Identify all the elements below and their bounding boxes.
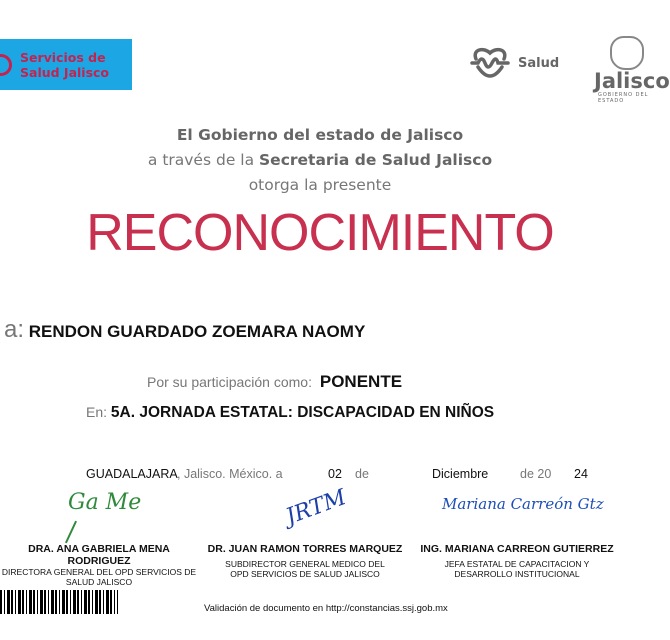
header-line-1: El Gobierno del estado de Jalisco	[176, 126, 464, 144]
signer-1: DRA. ANA GABRIELA MENA RODRIGUEZ DIRECTORA GENERAL DEL OPD SERVICIOS DE SALUD JALISCO	[1, 543, 197, 587]
header-line-3: otorga la presente	[248, 176, 392, 194]
event-value: 5A. JORNADA ESTATAL: DISCAPACIDAD EN NIÑOS	[110, 404, 495, 421]
participation: Por su participación como: PONENTE	[147, 372, 403, 391]
signature-3: Mariana Carreón Gtz	[442, 495, 604, 513]
signature-2: JRTM	[282, 485, 350, 530]
barcode	[0, 590, 118, 614]
header-line-2: a través de la Secretaria de Salud Jalisco	[147, 151, 493, 169]
signature-1: Ga Me	[68, 490, 142, 515]
jalisco-logo-text: Jalisco	[594, 69, 670, 93]
jalisco-seal-icon	[610, 36, 644, 70]
heart-wave-icon	[470, 45, 510, 81]
signer-3: ING. MARIANA CARREON GUTIERREZ JEFA ESTATAL DE CAPACITACION Y DESARROLLO INSTITUCIONAL	[420, 543, 614, 579]
ssj-logo-text: Servicios de Salud Jalisco	[20, 49, 110, 80]
ssj-logo	[0, 39, 132, 90]
jalisco-logo-sub: GOBIERNO DEL ESTADO	[598, 92, 649, 104]
recipient	[4, 316, 365, 344]
event: En: 5A. JORNADA ESTATAL: DISCAPACIDAD EN NIÑOS	[86, 404, 495, 421]
signature-stroke	[65, 521, 77, 544]
participation-value: PONENTE	[319, 372, 403, 391]
salud-logo-text: Salud	[518, 55, 560, 71]
ssj-logo-icon	[0, 54, 12, 76]
salud-logo	[470, 45, 559, 81]
validation-text: Validación de documento en http://constancias.ssj.gob.mx	[204, 603, 448, 614]
recipient-name: RENDON GUARDADO ZOEMARA NAOMY	[28, 322, 366, 341]
certificate-title: RECONOCIMIENTO	[86, 204, 554, 262]
signer-2: DR. JUAN RAMON TORRES MARQUEZ SUBDIRECTOR GENERAL MEDICO DEL OPD SERVICIOS DE SALUD JALISCO	[207, 543, 403, 579]
jalisco-logo	[594, 36, 670, 104]
recipient-prefix: a:	[4, 316, 25, 343]
